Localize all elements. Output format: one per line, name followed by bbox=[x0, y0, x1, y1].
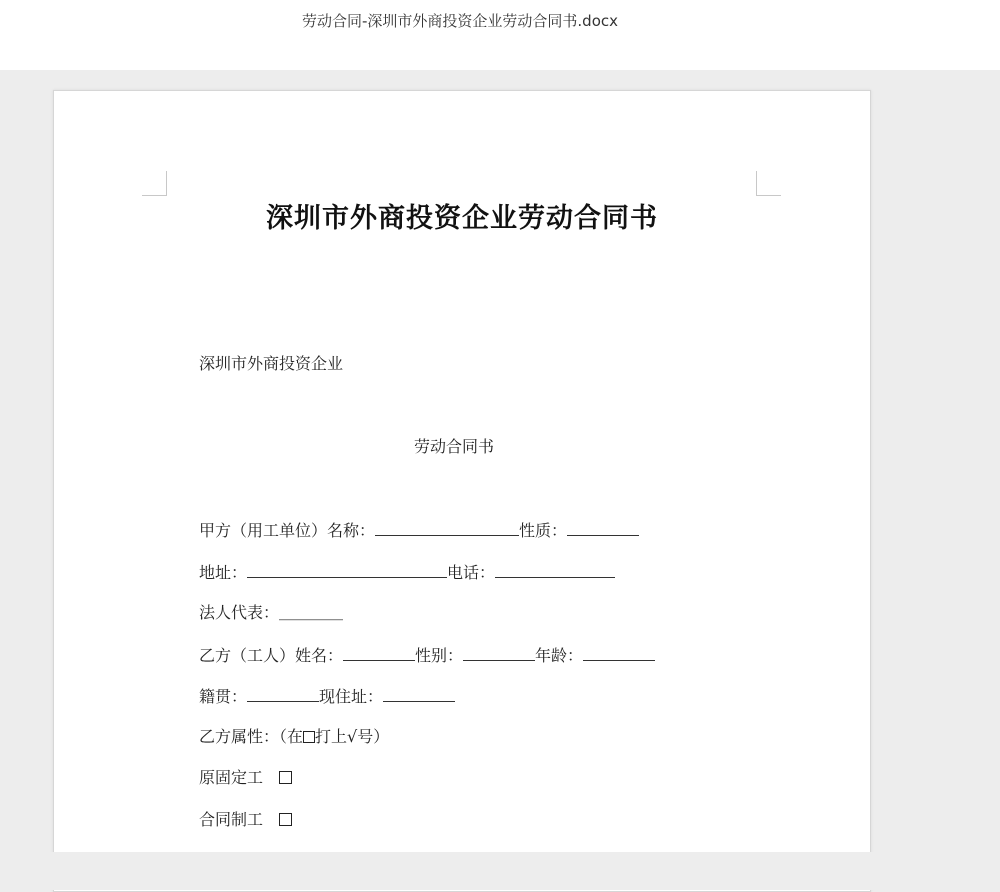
party-b-row bbox=[199, 644, 655, 667]
document-page bbox=[53, 90, 871, 892]
contract-subtitle: 劳动合同书 bbox=[413, 437, 494, 456]
nature-blank[interactable] bbox=[567, 519, 639, 536]
legal-rep-blanks[interactable]: ＿＿＿＿ bbox=[279, 603, 344, 622]
option-1-label: 原固定工 bbox=[199, 768, 264, 787]
gender-label: 性别： bbox=[415, 646, 464, 665]
native-place-label: 籍贯： bbox=[199, 687, 248, 706]
party-a-name-label: 甲方（用工单位）名称： bbox=[199, 521, 376, 540]
age-blank[interactable] bbox=[583, 644, 655, 661]
org-line: 深圳市外商投资企业 bbox=[199, 354, 344, 373]
nature-label: 性质： bbox=[519, 521, 568, 540]
legal-rep-label: 法人代表： bbox=[199, 603, 280, 622]
address-blank[interactable] bbox=[247, 561, 447, 578]
current-address-blank[interactable] bbox=[383, 685, 455, 702]
phone-label: 电话： bbox=[447, 563, 496, 582]
age-label: 年龄： bbox=[535, 646, 584, 665]
address-row bbox=[199, 561, 615, 584]
option-2-checkbox[interactable] bbox=[279, 813, 292, 826]
native-place-blank[interactable] bbox=[247, 685, 319, 702]
document-title: 深圳市外商投资企业劳动合同书 bbox=[266, 203, 658, 234]
current-address-label: 现住址： bbox=[319, 687, 384, 706]
option-1-checkbox[interactable] bbox=[279, 771, 292, 784]
address-label: 地址： bbox=[199, 563, 248, 582]
option-row-2 bbox=[199, 809, 292, 831]
legal-rep-row bbox=[199, 602, 343, 624]
party-a-row bbox=[199, 519, 639, 542]
option-2-label: 合同制工 bbox=[199, 810, 264, 829]
margin-corner-top-right bbox=[756, 171, 781, 196]
document-filename: 劳动合同-深圳市外商投资企业劳动合同书.docx bbox=[301, 12, 618, 30]
option-row-1 bbox=[199, 767, 292, 789]
attribute-row bbox=[199, 726, 389, 748]
margin-corner-top-left bbox=[142, 171, 167, 196]
title-bar bbox=[0, 0, 1000, 70]
viewer-bottom-bar bbox=[0, 852, 1000, 890]
party-b-name-label: 乙方（工人）姓名： bbox=[199, 646, 344, 665]
native-place-row bbox=[199, 685, 455, 708]
checkbox-icon bbox=[303, 731, 315, 743]
attribute-label: 乙方属性：（在 bbox=[199, 727, 304, 746]
party-a-name-blank[interactable] bbox=[375, 519, 519, 536]
attribute-suffix: 打上√号） bbox=[315, 727, 390, 746]
gender-blank[interactable] bbox=[463, 644, 535, 661]
party-b-name-blank[interactable] bbox=[343, 644, 415, 661]
phone-blank[interactable] bbox=[495, 561, 615, 578]
